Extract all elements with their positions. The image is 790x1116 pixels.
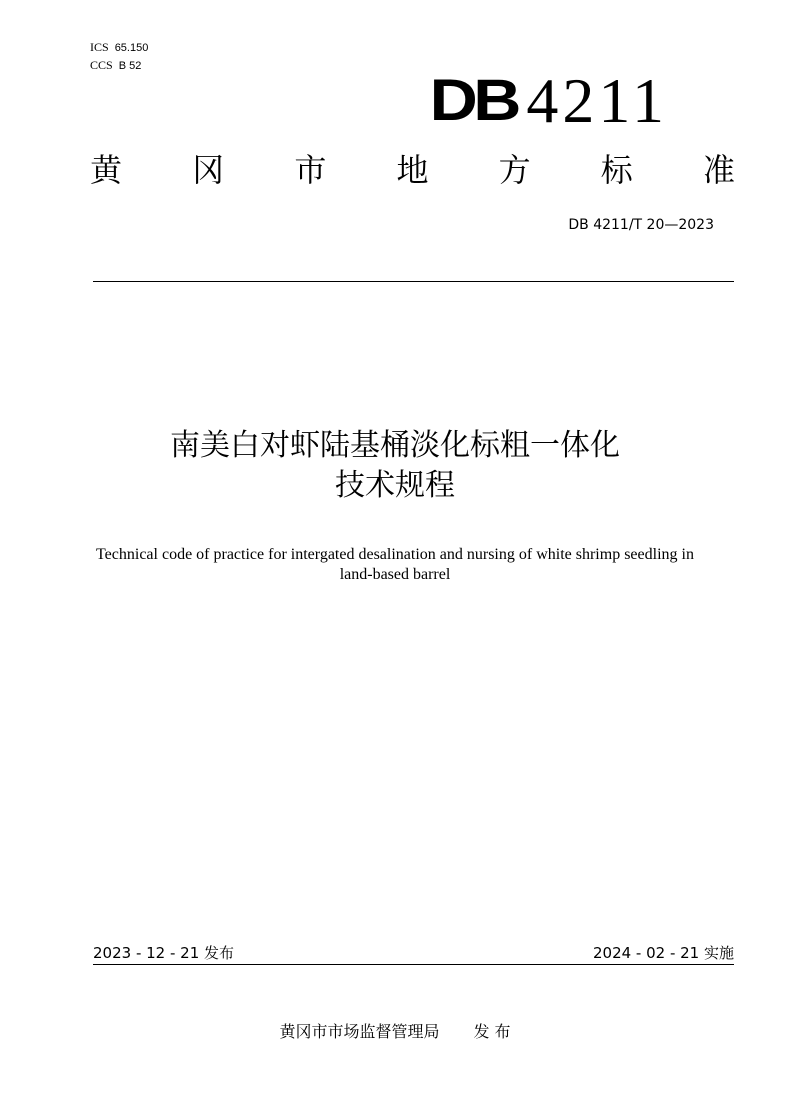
ccs-label: CCS (90, 58, 113, 72)
header-divider (93, 281, 734, 282)
standard-level-char: 标 (600, 151, 633, 189)
standard-level (90, 150, 735, 190)
footer-divider (93, 964, 734, 965)
standard-level-char: 准 (702, 151, 735, 189)
ccs-code: B 52 (118, 60, 142, 72)
ccs-classification (90, 56, 141, 75)
issuer (0, 1019, 790, 1042)
title-zh-line-1: 南美白对虾陆基桶淡化标粗一体化 (170, 428, 620, 463)
ics-classification (90, 38, 148, 57)
standard-level-char: 市 (294, 151, 327, 189)
ics-label: ICS (90, 40, 109, 54)
implementation-date: 2024 - 02 - 21 实施 (592, 944, 734, 962)
document-title-en: Technical code of practice for intergated desalination and nursing of white shrimp seedling in land-based barrel (96, 546, 694, 583)
issuer-name: 黄冈市市场监督管理局 (279, 1022, 440, 1041)
document-title-zh (0, 426, 790, 506)
ics-code: 65.150 (114, 42, 149, 54)
issuer-action: 发 布 (473, 1022, 511, 1041)
standard-mark-number: 4211 (526, 65, 668, 136)
title-zh-line-2: 技术规程 (335, 468, 455, 503)
standard-number: DB 4211/T 20—2023 (568, 217, 714, 233)
standard-level-char: 黄 (90, 151, 123, 189)
standard-level-char: 地 (396, 151, 429, 189)
standard-mark (429, 60, 668, 136)
standard-mark-prefix: DB (429, 68, 517, 133)
issue-date: 2023 - 12 - 21 发布 (93, 944, 235, 962)
standard-level-char: 方 (498, 151, 531, 189)
standard-level-char: 冈 (192, 151, 225, 189)
